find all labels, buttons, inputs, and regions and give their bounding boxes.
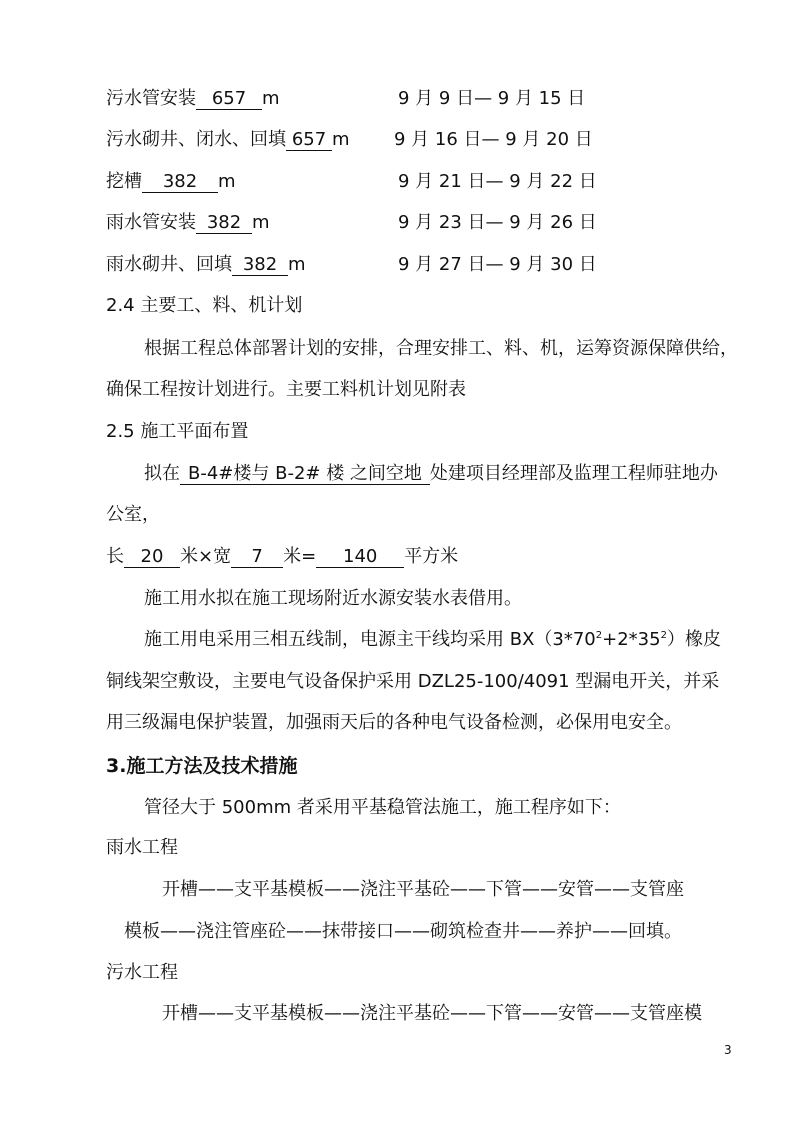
task-name: 污水砌井、闭水、回填 xyxy=(106,129,286,150)
dimension-text xyxy=(106,545,458,569)
task-unit: m xyxy=(218,171,236,192)
task-date-range: 9 月 16 日— 9 月 20 日 xyxy=(394,129,593,150)
office-location: B-4#楼与 B-2# 楼 之间空地 xyxy=(180,464,430,485)
text-fragment: +2*35 xyxy=(602,629,661,650)
task-quantity: 382 xyxy=(196,213,252,234)
schedule-task xyxy=(106,253,306,277)
paragraph-text: 用三级漏电保护装置，加强雨天后的各种电气设备检测，必保用电安全。 xyxy=(106,712,682,733)
schedule-task xyxy=(106,170,236,194)
task-name: 污水管安装 xyxy=(106,88,196,109)
section-heading: 3.施工方法及技术措施 xyxy=(106,755,298,777)
length-label: 长 xyxy=(106,546,124,567)
task-date-range: 9 月 23 日— 9 月 26 日 xyxy=(398,212,597,233)
process-steps: 模板——浇注管座砼——抹带接口——砌筑检查井——养护——回填。 xyxy=(124,921,682,942)
superscript: 2 xyxy=(595,630,603,641)
area-unit: 平方米 xyxy=(404,546,459,567)
page-number: 3 xyxy=(724,1043,732,1057)
task-quantity: 657 xyxy=(286,130,332,151)
width-value: 7 xyxy=(231,547,283,568)
area-value: 140 xyxy=(316,547,404,568)
subsection-label: 污水工程 xyxy=(106,962,178,983)
task-quantity: 382 xyxy=(142,172,218,193)
process-steps: 开槽——支平基模板——浇注平基砼——下管——安管——支管座模 xyxy=(162,1003,702,1024)
electric-supply-text xyxy=(144,628,721,652)
schedule-task xyxy=(106,87,280,111)
task-date-range: 9 月 9 日— 9 月 15 日 xyxy=(398,88,586,109)
text-fragment: 处建项目经理部及监理工程师驻地办 xyxy=(429,463,718,484)
water-supply-text: 施工用水拟在施工现场附近水源安装水表借用。 xyxy=(144,588,522,609)
section-heading: 2.4 主要工、料、机计划 xyxy=(106,295,303,316)
process-steps: 开槽——支平基模板——浇注平基砼——下管——安管——支管座 xyxy=(162,879,684,900)
section-heading: 2.5 施工平面布置 xyxy=(106,421,249,442)
paragraph-text: 根据工程总体部署计划的安排，合理安排工、料、机，运筹资源保障供给， xyxy=(144,338,738,359)
task-unit: m xyxy=(288,254,306,275)
equals-label: 米= xyxy=(283,546,317,567)
task-date-range: 9 月 21 日— 9 月 22 日 xyxy=(398,171,597,192)
text-fragment: 拟在 xyxy=(144,463,180,484)
task-date-range: 9 月 27 日— 9 月 30 日 xyxy=(398,254,597,275)
paragraph-text: 铜线架空敷设，主要电气设备保护采用 DZL25-100/4091 型漏电开关，并采 xyxy=(106,671,720,692)
schedule-task xyxy=(106,128,350,152)
length-value: 20 xyxy=(124,547,180,568)
width-label: 米×宽 xyxy=(180,546,232,567)
office-location-text xyxy=(144,462,718,486)
task-quantity: 657 xyxy=(196,89,262,110)
text-fragment: 施工用电采用三相五线制，电源主干线均采用 BX（3*70 xyxy=(144,629,596,650)
subsection-label: 雨水工程 xyxy=(106,837,178,858)
task-unit: m xyxy=(262,88,280,109)
task-quantity: 382 xyxy=(232,255,288,276)
task-unit: m xyxy=(332,129,350,150)
text-fragment: ）橡皮 xyxy=(666,629,721,650)
paragraph-text: 公室， xyxy=(106,504,160,525)
task-name: 雨水管安装 xyxy=(106,212,196,233)
task-unit: m xyxy=(252,212,270,233)
schedule-task xyxy=(106,211,270,235)
superscript: 2 xyxy=(660,630,667,641)
task-name: 挖槽 xyxy=(106,171,142,192)
task-name: 雨水砌井、回填 xyxy=(106,254,232,275)
paragraph-text: 确保工程按计划进行。主要工料机计划见附表 xyxy=(106,379,466,400)
paragraph-text: 管径大于 500mm 者采用平基稳管法施工，施工程序如下： xyxy=(144,797,621,818)
